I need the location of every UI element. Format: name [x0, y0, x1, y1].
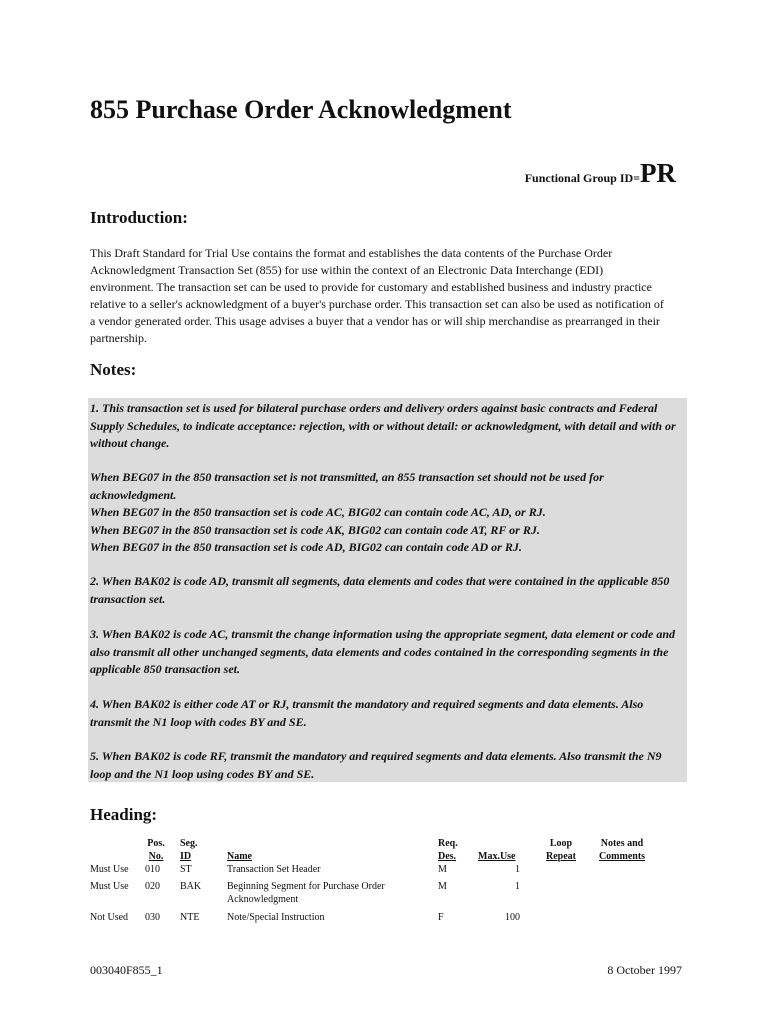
note-5: 5. When BAK02 is code RF, transmit the mandatory and required segments and data elements. Also transmit the N9 loop and the N1 loop using codes BY and SE.: [90, 749, 662, 781]
heading-section-title: Heading:: [90, 805, 158, 824]
row-3-usage: Not Used: [90, 912, 129, 923]
col-seg-header: Seg. ID: [180, 838, 198, 862]
notes-heading: Notes:: [90, 360, 137, 379]
row-2-name: Beginning Segment for Purchase Order Acknowledgment: [227, 881, 385, 905]
note-3: 3. When BAK02 is code AC, transmit the change information using the appropriate segment, data element or code and also transmit all other unchanged segments, data elements and codes contained in the corresponding segments in the applicable 850 transaction set.: [90, 627, 676, 676]
col-loop-header: Loop Repeat: [546, 838, 576, 862]
functional-group-id: [525, 158, 676, 189]
functional-group-label: Functional Group ID=: [524, 171, 640, 185]
footer-doc-id: 003040F855_1: [90, 963, 163, 977]
introduction-text: This Draft Standard for Trial Use contains the format and establishes the data contents of the Purchase Order Acknowledgment Transaction Set (855) for use within the context of an Electronic Data Interchange (EDI) environment. The transaction set can be used to provide for customary and established business and industry practice relative to a seller's acknowledgment of a buyer's purchase order. This transaction set can also be used as notification of a vendor generated order. This usage advises a buyer that a vendor has or will ship merchandise as prearranged in their partnership.: [90, 246, 664, 345]
row-3-name: Note/Special Instruction: [227, 912, 325, 923]
col-name-header: Name: [227, 851, 252, 862]
row-3-req: F: [438, 912, 444, 923]
note-1: 1. This transaction set is used for bilateral purchase orders and delivery orders against basic contracts and Federal Supply Schedules, to indicate acceptance: rejection, with or without detail: or acknowledgment, with detail and with or without change.: [90, 401, 676, 450]
row-3-max: 100: [505, 912, 520, 923]
page-title: 855 Purchase Order Acknowledgment: [90, 95, 512, 124]
row-1-seg: ST: [180, 864, 192, 875]
col-notes-header: Notes and Comments: [598, 838, 646, 862]
row-1-req: M: [438, 864, 447, 875]
note-2: 2. When BAK02 is code AD, transmit all segments, data elements and codes that were contained in the applicable 850 transaction set.: [90, 574, 670, 606]
col-max-header: Max.Use: [478, 851, 516, 862]
note-1-beg07: When BEG07 in the 850 transaction set is not transmitted, an 855 transaction set should not be used for acknowledgment. When BEG07 in the 850 transaction set is code AC, BIG02 can contain code AC, AD, or RJ. When BEG07 in the 850 transaction set is code AK, BIG02 can contain code AT, RF or RJ. When BEG07 in the 850 transaction set is code AD, BIG02 can contain code AD or RJ.: [90, 470, 604, 554]
functional-group-value: PR: [640, 158, 676, 188]
row-1-usage: Must Use: [90, 864, 129, 875]
col-pos-header: Pos. No.: [147, 838, 165, 862]
row-2-max: 1: [515, 881, 520, 892]
row-1-name: Transaction Set Header: [227, 864, 321, 875]
row-2-seg: BAK: [180, 881, 202, 892]
row-2-usage: Must Use: [90, 881, 129, 892]
footer-date: 8 October 1997: [607, 963, 682, 977]
row-3-pos: 030: [145, 912, 160, 923]
row-3-seg: NTE: [180, 912, 200, 923]
row-1-pos: 010: [145, 864, 160, 875]
note-4: 4. When BAK02 is either code AT or RJ, transmit the mandatory and required segments and data elements. Also transmit the N1 loop with codes BY and SE.: [90, 697, 644, 729]
row-2-req: M: [438, 881, 447, 892]
row-2-pos: 020: [145, 881, 160, 892]
introduction-heading: Introduction:: [90, 208, 188, 227]
col-req-header: Req. Des.: [438, 838, 458, 862]
row-1-max: 1: [515, 864, 520, 875]
